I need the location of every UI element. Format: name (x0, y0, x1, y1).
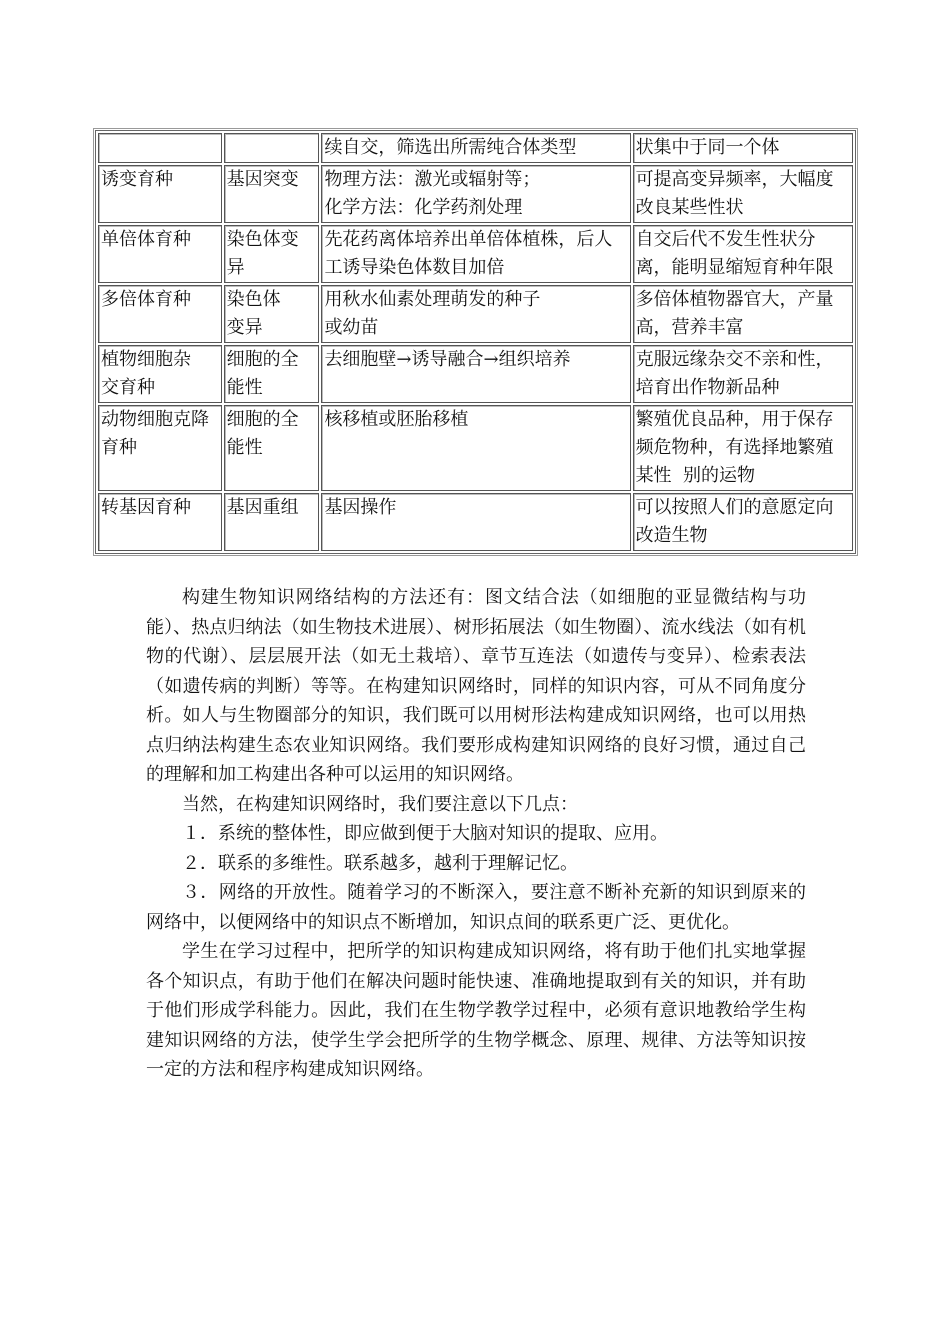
cell-line: 繁殖优良品种，用于保存 (635, 409, 834, 430)
cell-line: 动物细胞克降 (101, 409, 209, 430)
cell-line: 续自交，筛选出所需纯合体类型 (324, 137, 577, 158)
table-cell (224, 133, 320, 163)
table-row (98, 493, 853, 551)
cell-line: 基因重组 (226, 497, 299, 518)
table-cell (633, 405, 853, 491)
cell-line: 离，能明显缩短育种年限 (635, 257, 834, 278)
table-cell (98, 405, 222, 491)
cell-line: 去细胞壁→诱导融合→组织培养 (324, 349, 571, 370)
cell-line: 异 (226, 257, 245, 278)
table-row (98, 133, 853, 163)
cell-line: 工诱导染色体数目加倍 (324, 257, 505, 278)
table-cell (98, 225, 222, 283)
cell-line: 基因操作 (324, 497, 397, 518)
table-cell (224, 225, 320, 283)
cell-line: 单倍体育种 (101, 229, 191, 250)
table-cell (321, 133, 630, 163)
table-cell (98, 133, 222, 163)
paragraph-notes-intro: 当然，在构建知识网络时，我们要注意以下几点： (182, 793, 578, 815)
table-cell (224, 285, 320, 343)
table-row (98, 285, 853, 343)
cell-line: 可以按照人们的意愿定向 (635, 497, 834, 518)
cell-line: 细胞的全 (226, 349, 299, 370)
cell-line: 自交后代不发生性状分 (635, 229, 816, 250)
breeding-methods-table (95, 130, 856, 554)
table-cell (633, 133, 853, 163)
table-cell (98, 345, 222, 403)
cell-line: 或幼苗 (324, 317, 379, 338)
cell-line: 育种 (101, 437, 137, 458)
table-cell (98, 493, 222, 551)
table-cell (224, 165, 320, 223)
cell-line: 培育出作物新品种 (635, 377, 780, 398)
cell-line: 物理方法：激光或辐射等； (324, 169, 541, 190)
cell-line: 状集中于同一个体 (635, 137, 780, 158)
table-cell (633, 165, 853, 223)
table-row (98, 405, 853, 491)
cell-line: 先花药离体培养出单倍体植株，后人 (324, 229, 613, 250)
table-cell (224, 493, 320, 551)
cell-line: 染色体变 (226, 229, 299, 250)
table-cell (321, 345, 630, 403)
cell-line: 化学方法：化学药剂处理 (324, 197, 523, 218)
table-cell (633, 285, 853, 343)
cell-line: 细胞的全 (226, 409, 299, 430)
cell-line: 多倍体植物器官大，产量 (635, 289, 834, 310)
cell-line: 可提高变异频率，大幅度 (635, 169, 834, 190)
cell-line: 用秋水仙素处理萌发的种子 (324, 289, 541, 310)
table-cell (321, 493, 630, 551)
cell-line: 交育种 (101, 377, 155, 398)
cell-line: 基因突变 (226, 169, 299, 190)
cell-line: 诱变育种 (101, 169, 173, 190)
cell-line: 频危物种，有选择地繁殖 (635, 437, 834, 458)
cell-line: 克服远缘杂交不亲和性， (635, 349, 834, 370)
table-cell (321, 225, 630, 283)
list-item-3: ３．网络的开放性。随着学习的不断深入，要注意不断补充新的知识到原来的网络中，以便网络中的知识点不断增加，知识点间的联系更广泛、更优化。 (146, 882, 806, 933)
table-cell (633, 225, 853, 283)
table-cell (633, 493, 853, 551)
cell-line: 染色体 (226, 289, 281, 310)
cell-line: 某性 别的运物 (635, 465, 756, 486)
cell-line: 植物细胞杂 (101, 349, 191, 370)
body-text (146, 583, 806, 1085)
table-cell (321, 165, 630, 223)
table-cell (224, 405, 320, 491)
cell-line: 能性 (226, 437, 263, 458)
table-cell (98, 165, 222, 223)
paragraph-conclusion: 学生在学习过程中，把所学的知识构建成知识网络，将有助于他们扎实地掌握各个知识点，有助于他们在解决问题时能快速、准确地提取到有关的知识，并有助于他们形成学科能力。因此，我们在生物学教学过程中，必须有意识地教给学生构建知识网络的方法，使学生学会把所学的生物学概念、原理、规律、方法等知识按一定的方法和程序构建成知识网络。 (146, 941, 806, 1080)
cell-line: 多倍体育种 (101, 289, 191, 310)
cell-line: 能性 (226, 377, 263, 398)
table-cell (98, 285, 222, 343)
list-item-2: ２．联系的多维性。联系越多，越利于理解记忆。 (182, 852, 578, 874)
cell-line: 高，营养丰富 (635, 317, 744, 338)
cell-line: 变异 (226, 317, 263, 338)
table-row (98, 225, 853, 283)
cell-line: 改良某些性状 (635, 197, 744, 218)
cell-line: 改造生物 (635, 525, 708, 546)
table-row (98, 345, 853, 403)
table-cell (321, 285, 630, 343)
table-cell (224, 345, 320, 403)
table-row (98, 165, 853, 223)
table-body (98, 133, 853, 551)
cell-line: 核移植或胚胎移植 (324, 409, 469, 430)
cell-line: 转基因育种 (101, 497, 191, 518)
list-item-1: １．系统的整体性，即应做到便于大脑对知识的提取、应用。 (182, 823, 668, 844)
table-cell (321, 405, 630, 491)
table-cell (633, 345, 853, 403)
paragraph-methods: 构建生物知识网络结构的方法还有：图文结合法（如细胞的亚显微结构与功能）、热点归纳法（如生物技术进展）、树形拓展法（如生物圈）、流水线法（如有机物的代谢）、层层展开法（如无土栽培）、章节互连法（如遗传与变异）、检索表法（如遗传病的判断）等等。在构建知识网络时，同样的知识内容，可从不同角度分析。如人与生物圈部分的知识，我们既可以用树形法构建成知识网络，也可以用热点归纳法构建生态农业知识网络。我们要形成构建知识网络的良好习惯，通过自己的理解和加工构建出各种可以运用的知识网络。 (146, 587, 806, 785)
